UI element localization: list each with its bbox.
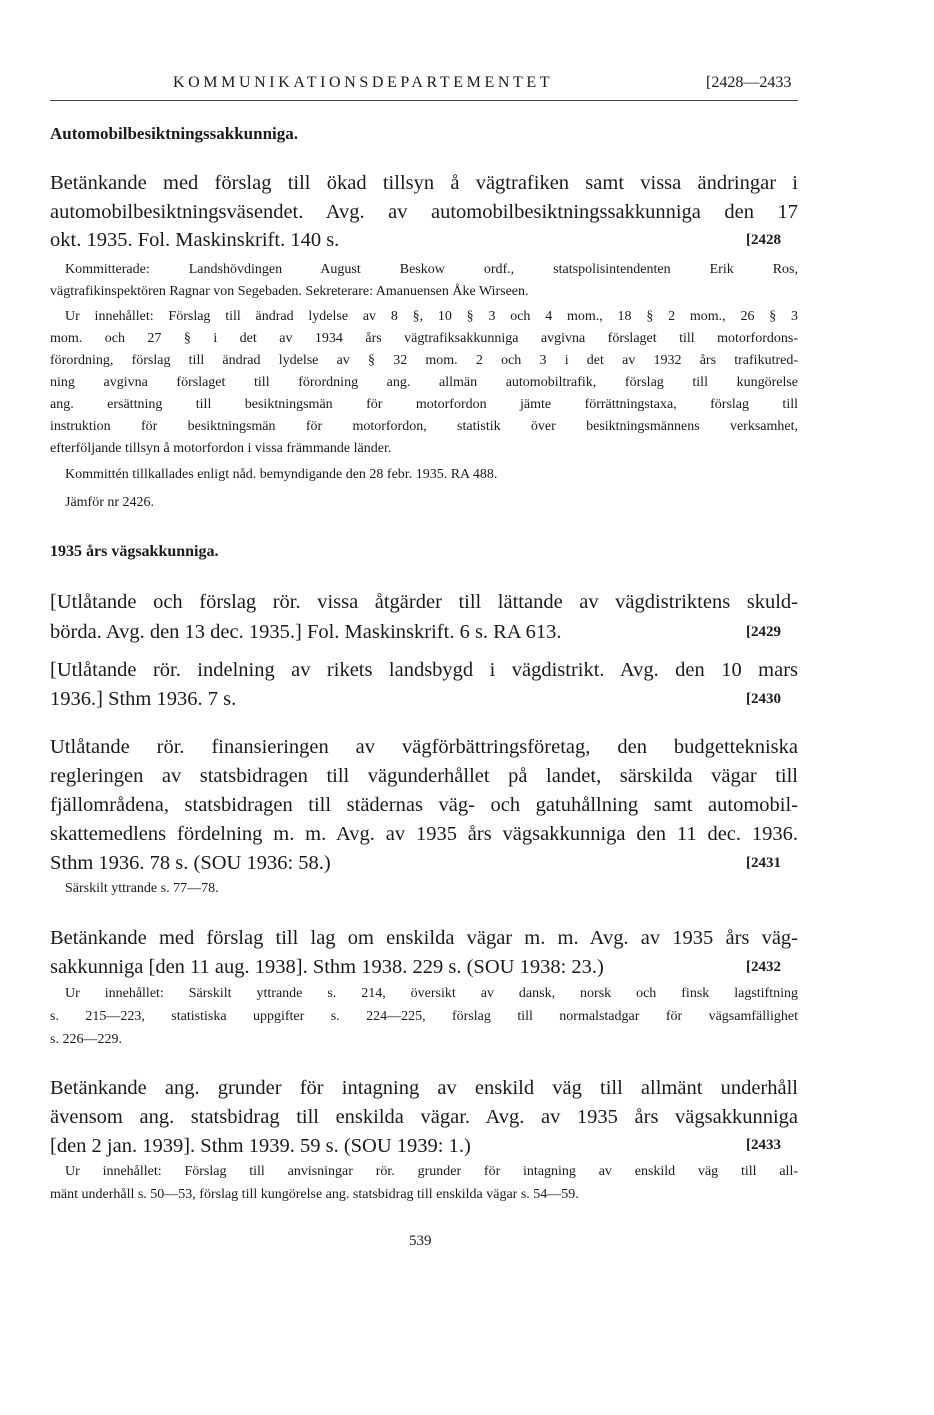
contents-line: Ur innehållet: Förslag till ändrad lydelse av 8 §, 10 § 3 och 4 mom., 18 § 2 mom., 26 § 3 [65,309,798,324]
entry-2431-line: regleringen av statsbidragen till vägunderhållet på landet, särskilda vägar till [50,765,798,787]
entry-2430-line: [Utlåtande rör. indelning av rikets landsbygd i vägdistrikt. Avg. den 10 mars [50,659,798,681]
entry-2433-line: Betänkande ang. grunder för intagning av enskild väg till allmänt underhåll [50,1077,798,1099]
compare-note: Jämför nr 2426. [65,495,155,510]
running-header-title: KOMMUNIKATIONSDEPARTEMENTET [173,74,554,91]
contents-line: efterföljande tillsyn å motorfordon i vissa främmande länder. [50,441,392,456]
section-heading-vagsakkunniga: 1935 års vägsakkunniga. [50,543,219,560]
entry-2433-line: [den 2 jan. 1939]. Sthm 1939. 59 s. (SOU 1939: 1.) [50,1135,471,1157]
contents-line: ang. ersättning till besiktningsmän för motorfordon jämte förrättningstaxa, förslag till [50,397,798,412]
entry-2428-line: automobilbesiktningsväsendet. Avg. av automobilbesiktningssakkunniga den 17 [50,201,798,223]
entry-2432-note: Ur innehållet: Särskilt yttrande s. 214, översikt av dansk, norsk och finsk lagstiftning [65,986,798,1001]
entry-number-2429: [2429 [746,624,781,640]
entry-number-2431: [2431 [746,855,781,871]
members-line: vägtrafikinspektören Ragnar von Segebaden. Sekreterare: Amanuensen Åke Wirseen. [50,284,529,299]
entry-2433-note: mänt underhåll s. 50—53, förslag till kungörelse ang. statsbidrag till enskilda vägar s. 54—59. [50,1187,579,1202]
entry-number-2428: [2428 [746,232,781,248]
entry-2428-line: okt. 1935. Fol. Maskinskrift. 140 s. [50,229,340,251]
entry-2432-note: s. 215—223, statistiska uppgifter s. 224—225, förslag till normalstadgar för vägsamfällighet [50,1009,798,1024]
entry-2433-line: ävensom ang. statsbidrag till enskilda vägar. Avg. av 1935 års vägsakkunniga [50,1106,798,1128]
entry-2431-note: Särskilt yttrande s. 77—78. [65,881,219,896]
contents-line: ning avgivna förslaget till förordning ang. allmän automobiltrafik, förslag till kungörelse [50,375,798,390]
entry-2431-line: fjällområdena, statsbidragen till städernas väg- och gatuhållning samt automobil- [50,794,798,816]
entry-2429-line: börda. Avg. den 13 dec. 1935.] Fol. Maskinskrift. 6 s. RA 613. [50,621,562,643]
contents-line: förordning, förslag till ändrad lydelse av § 32 mom. 2 och 3 i det av 1932 års trafikutred- [50,353,798,368]
entry-2431-line: skattemedlens fördelning m. m. Avg. av 1935 års vägsakkunniga den 11 dec. 1936. [50,823,798,845]
entry-2431-line: Utlåtande rör. finansieringen av vägförbättringsföretag, den budgettekniska [50,736,798,758]
called-note: Kommittén tillkallades enligt nåd. bemyndigande den 28 febr. 1935. RA 488. [65,467,498,482]
entry-2430-line: 1936.] Sthm 1936. 7 s. [50,688,237,710]
entry-2433-note: Ur innehållet: Förslag till anvisningar rör. grunder för intagning av enskild väg till all- [65,1164,798,1179]
contents-line: instruktion för besiktningsmän för motorfordon, statistik över besiktningsmännens verksamhet, [50,419,798,434]
entry-number-2433: [2433 [746,1137,781,1153]
entry-number-2430: [2430 [746,691,781,707]
section-heading-automobilbesiktning: Automobilbesiktningssakkunniga. [50,124,299,143]
entry-2432-line: sakkunniga [den 11 aug. 1938]. Sthm 1938. 229 s. (SOU 1938: 23.) [50,956,604,978]
entry-2432-line: Betänkande med förslag till lag om enskilda vägar m. m. Avg. av 1935 års väg- [50,927,798,949]
entry-2432-note: s. 226—229. [50,1032,122,1047]
entry-2429-line: [Utlåtande och förslag rör. vissa åtgärder till lättande av vägdistriktens skuld- [50,591,798,613]
members-line: Kommitterade: Landshövdingen August Beskow ordf., statspolisintendenten Erik Ros, [65,262,798,277]
running-header-range: [2428—2433 [706,74,792,91]
header-rule [50,100,798,101]
page-number: 539 [409,1233,432,1249]
entry-2431-line: Sthm 1936. 78 s. (SOU 1936: 58.) [50,852,331,874]
entry-number-2432: [2432 [746,959,781,975]
entry-2428-line: Betänkande med förslag till ökad tillsyn å vägtrafiken samt vissa ändringar i [50,172,798,194]
contents-line: mom. och 27 § i det av 1934 års vägtrafiksakkunniga avgivna förslaget till motorfordons- [50,331,798,346]
